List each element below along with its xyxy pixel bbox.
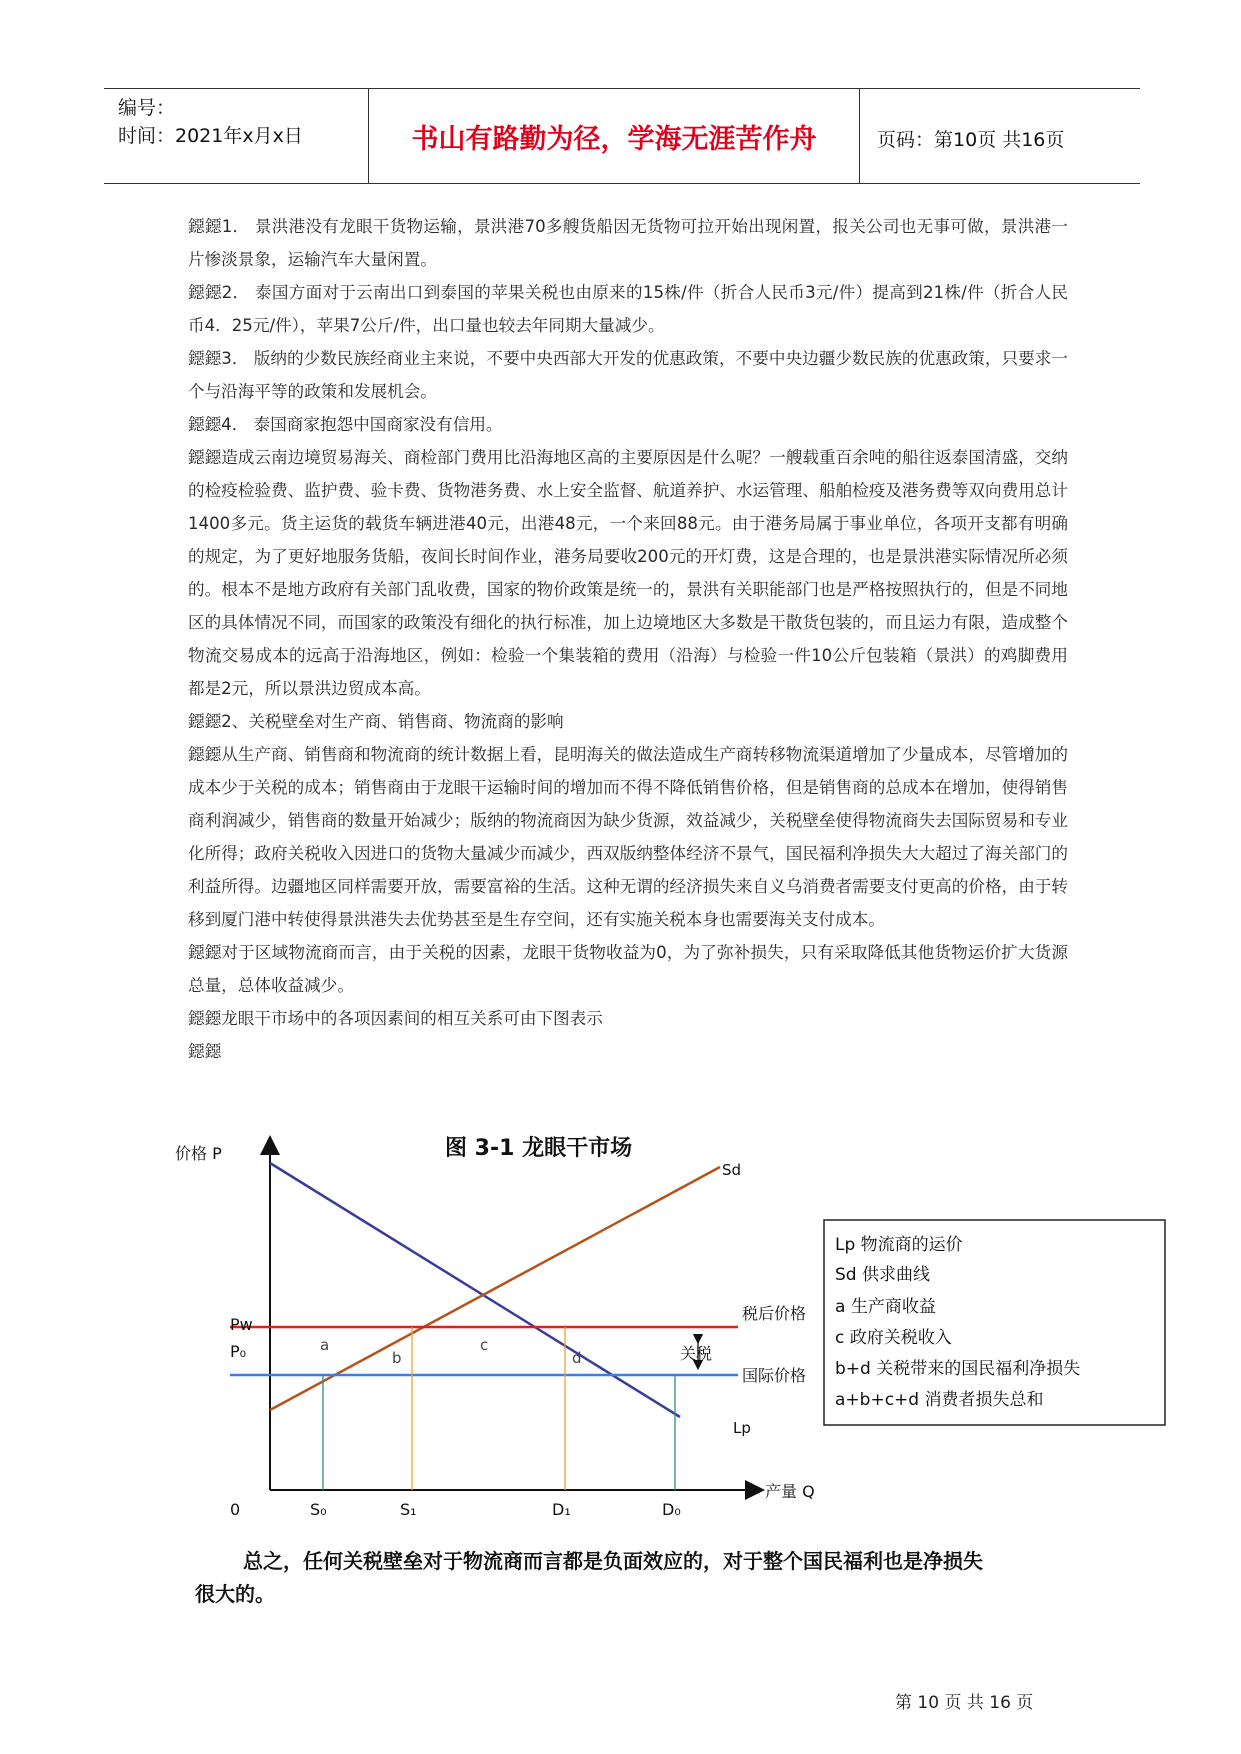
market-chart bbox=[175, 1125, 1210, 1540]
header-page-cell bbox=[859, 89, 1140, 183]
doc-time-label: 时间：2021年x月x日 bbox=[118, 125, 303, 147]
body-text bbox=[188, 210, 1068, 1068]
paragraph: 鐚鐚4． 泰国商家抱怨中国商家没有信用。 bbox=[188, 415, 503, 434]
lp-curve-label: Lp bbox=[733, 1419, 751, 1437]
x-axis-label: 产量 Q bbox=[765, 1482, 815, 1501]
sd-curve-label: Sd bbox=[722, 1161, 742, 1179]
area-b-label: b bbox=[392, 1349, 402, 1367]
conclusion-text bbox=[195, 1545, 1075, 1611]
x-tick-label: D₀ bbox=[662, 1500, 681, 1519]
conclusion-line: 总之，任何关税壁垒对于物流商而言都是负面效应的，对于整个国民福利也是净损失 bbox=[243, 1549, 983, 1573]
page-number-label: 页码：第10页 共16页 bbox=[877, 129, 1065, 151]
page-footer: 第 10 页 共 16 页 bbox=[895, 1693, 1034, 1713]
header-motto-cell bbox=[368, 89, 860, 183]
x-tick-label: D₁ bbox=[552, 1500, 571, 1519]
y-tick-label: P₀ bbox=[230, 1342, 247, 1361]
origin-label: 0 bbox=[230, 1500, 241, 1519]
chart-title: 图 3-1 龙眼干市场 bbox=[445, 1136, 633, 1161]
doc-number-label: 编号： bbox=[118, 97, 176, 119]
area-c-label: c bbox=[480, 1336, 489, 1354]
header-table bbox=[104, 88, 1140, 184]
legend-item: Lp 物流商的运价 bbox=[835, 1235, 963, 1255]
paragraph: 鐚鐚3． 版纳的少数民族经商业主来说，不要中央西部大开发的优惠政策，不要中央边疆少数民族的优惠政策，只要求一个与沿海平等的政策和发展机会。 bbox=[188, 349, 1068, 401]
legend-item: Sd 供求曲线 bbox=[835, 1265, 930, 1285]
paragraph: 鐚鐚2． 泰国方面对于云南出口到泰国的苹果关税也由原来的15株/件（折合人民币3元/件）提高到21株/件（折合人民币4．25元/件），苹果7公斤/件，出口量也较去年同期大量减少。 bbox=[188, 283, 1068, 335]
lp-curve bbox=[270, 1163, 680, 1417]
header-meta-cell bbox=[104, 89, 368, 183]
conclusion-line: 很大的。 bbox=[195, 1582, 275, 1606]
x-tick-label: S₀ bbox=[310, 1500, 327, 1519]
y-axis-label: 价格 P bbox=[175, 1144, 222, 1163]
market-chart-svg bbox=[175, 1125, 1210, 1540]
after-tax-price-label: 税后价格 bbox=[742, 1304, 807, 1323]
paragraph: 鐚鐚 bbox=[188, 1042, 222, 1061]
paragraph: 鐚鐚龙眼干市场中的各项因素间的相互关系可由下图表示 bbox=[188, 1009, 603, 1028]
tariff-label: 关税 bbox=[680, 1344, 713, 1363]
x-tick-label: S₁ bbox=[400, 1500, 417, 1519]
world-price-label: 国际价格 bbox=[742, 1366, 807, 1385]
legend-item: b+d 关税带来的国民福利净损失 bbox=[835, 1359, 1081, 1379]
area-a-label: a bbox=[320, 1336, 330, 1354]
y-tick-label: Pw bbox=[230, 1315, 253, 1334]
paragraph: 鐚鐚2、关税壁垒对生产商、销售商、物流商的影响 bbox=[188, 712, 564, 731]
legend-item: c 政府关税收入 bbox=[835, 1328, 952, 1348]
legend-item: a 生产商收益 bbox=[835, 1297, 936, 1317]
motto-text: 书山有路勤为径，学海无涯苦作舟 bbox=[411, 124, 817, 155]
legend-item: a+b+c+d 消费者损失总和 bbox=[835, 1390, 1044, 1410]
paragraph: 鐚鐚从生产商、销售商和物流商的统计数据上看，昆明海关的做法造成生产商转移物流渠道增加了少量成本，尽管增加的成本少于关税的成本；销售商由于龙眼干运输时间的增加而不得不降低销售价格，但是销售商的总成本在增加，使得销售商利润减少，销售商的数量开始减少；版纳的物流商因为缺少货源，效益减少，关税壁垒使得物流商失去国际贸易和专业化所得；政府关税收入因进口的货物大量减少而减少，西双版纳整体经济不景气，国民福利净损失大大超过了海关部门的利益所得。边疆地区同样需要开放，需要富裕的生活。这种无谓的经济损失来自义乌消费者需要支付更高的价格，由于转移到厦门港中转使得景洪港失去优势甚至是生存空间，还有实施关税本身也需要海关支付成本。 bbox=[188, 745, 1068, 929]
paragraph: 鐚鐚对于区域物流商而言，由于关税的因素，龙眼干货物收益为0，为了弥补损失，只有采取降低其他货物运价扩大货源总量，总体收益减少。 bbox=[188, 943, 1068, 995]
area-d-label: d bbox=[572, 1349, 582, 1367]
paragraph: 鐚鐚1． 景洪港没有龙眼干货物运输，景洪港70多艘货船因无货物可拉开始出现闲置，报关公司也无事可做，景洪港一片惨淡景象，运输汽车大量闲置。 bbox=[188, 217, 1068, 269]
paragraph: 鐚鐚造成云南边境贸易海关、商检部门费用比沿海地区高的主要原因是什么呢？一艘载重百余吨的船往返泰国清盛，交纳的检疫检验费、监护费、验卡费、货物港务费、水上安全监督、航道养护、水运管理、船舶检疫及港务费等双向费用总计1400多元。货主运货的载货车辆进港40元，出港48元，一个来回88元。由于港务局属于事业单位，各项开支都有明确的规定，为了更好地服务货船，夜间长时间作业，港务局要收200元的开灯费，这是合理的，也是景洪港实际情况所必须的。根本不是地方政府有关部门乱收费，国家的物价政策是统一的，景洪有关职能部门也是严格按照执行的，但是不同地区的具体情况不同，而国家的政策没有细化的执行标准，加上边境地区大多数是干散货包装的，而且运力有限，造成整个物流交易成本的远高于沿海地区，例如：检验一个集装箱的费用（沿海）与检验一件10公斤包装箱（景洪）的鸡脚费用都是2元，所以景洪边贸成本高。 bbox=[188, 448, 1068, 698]
